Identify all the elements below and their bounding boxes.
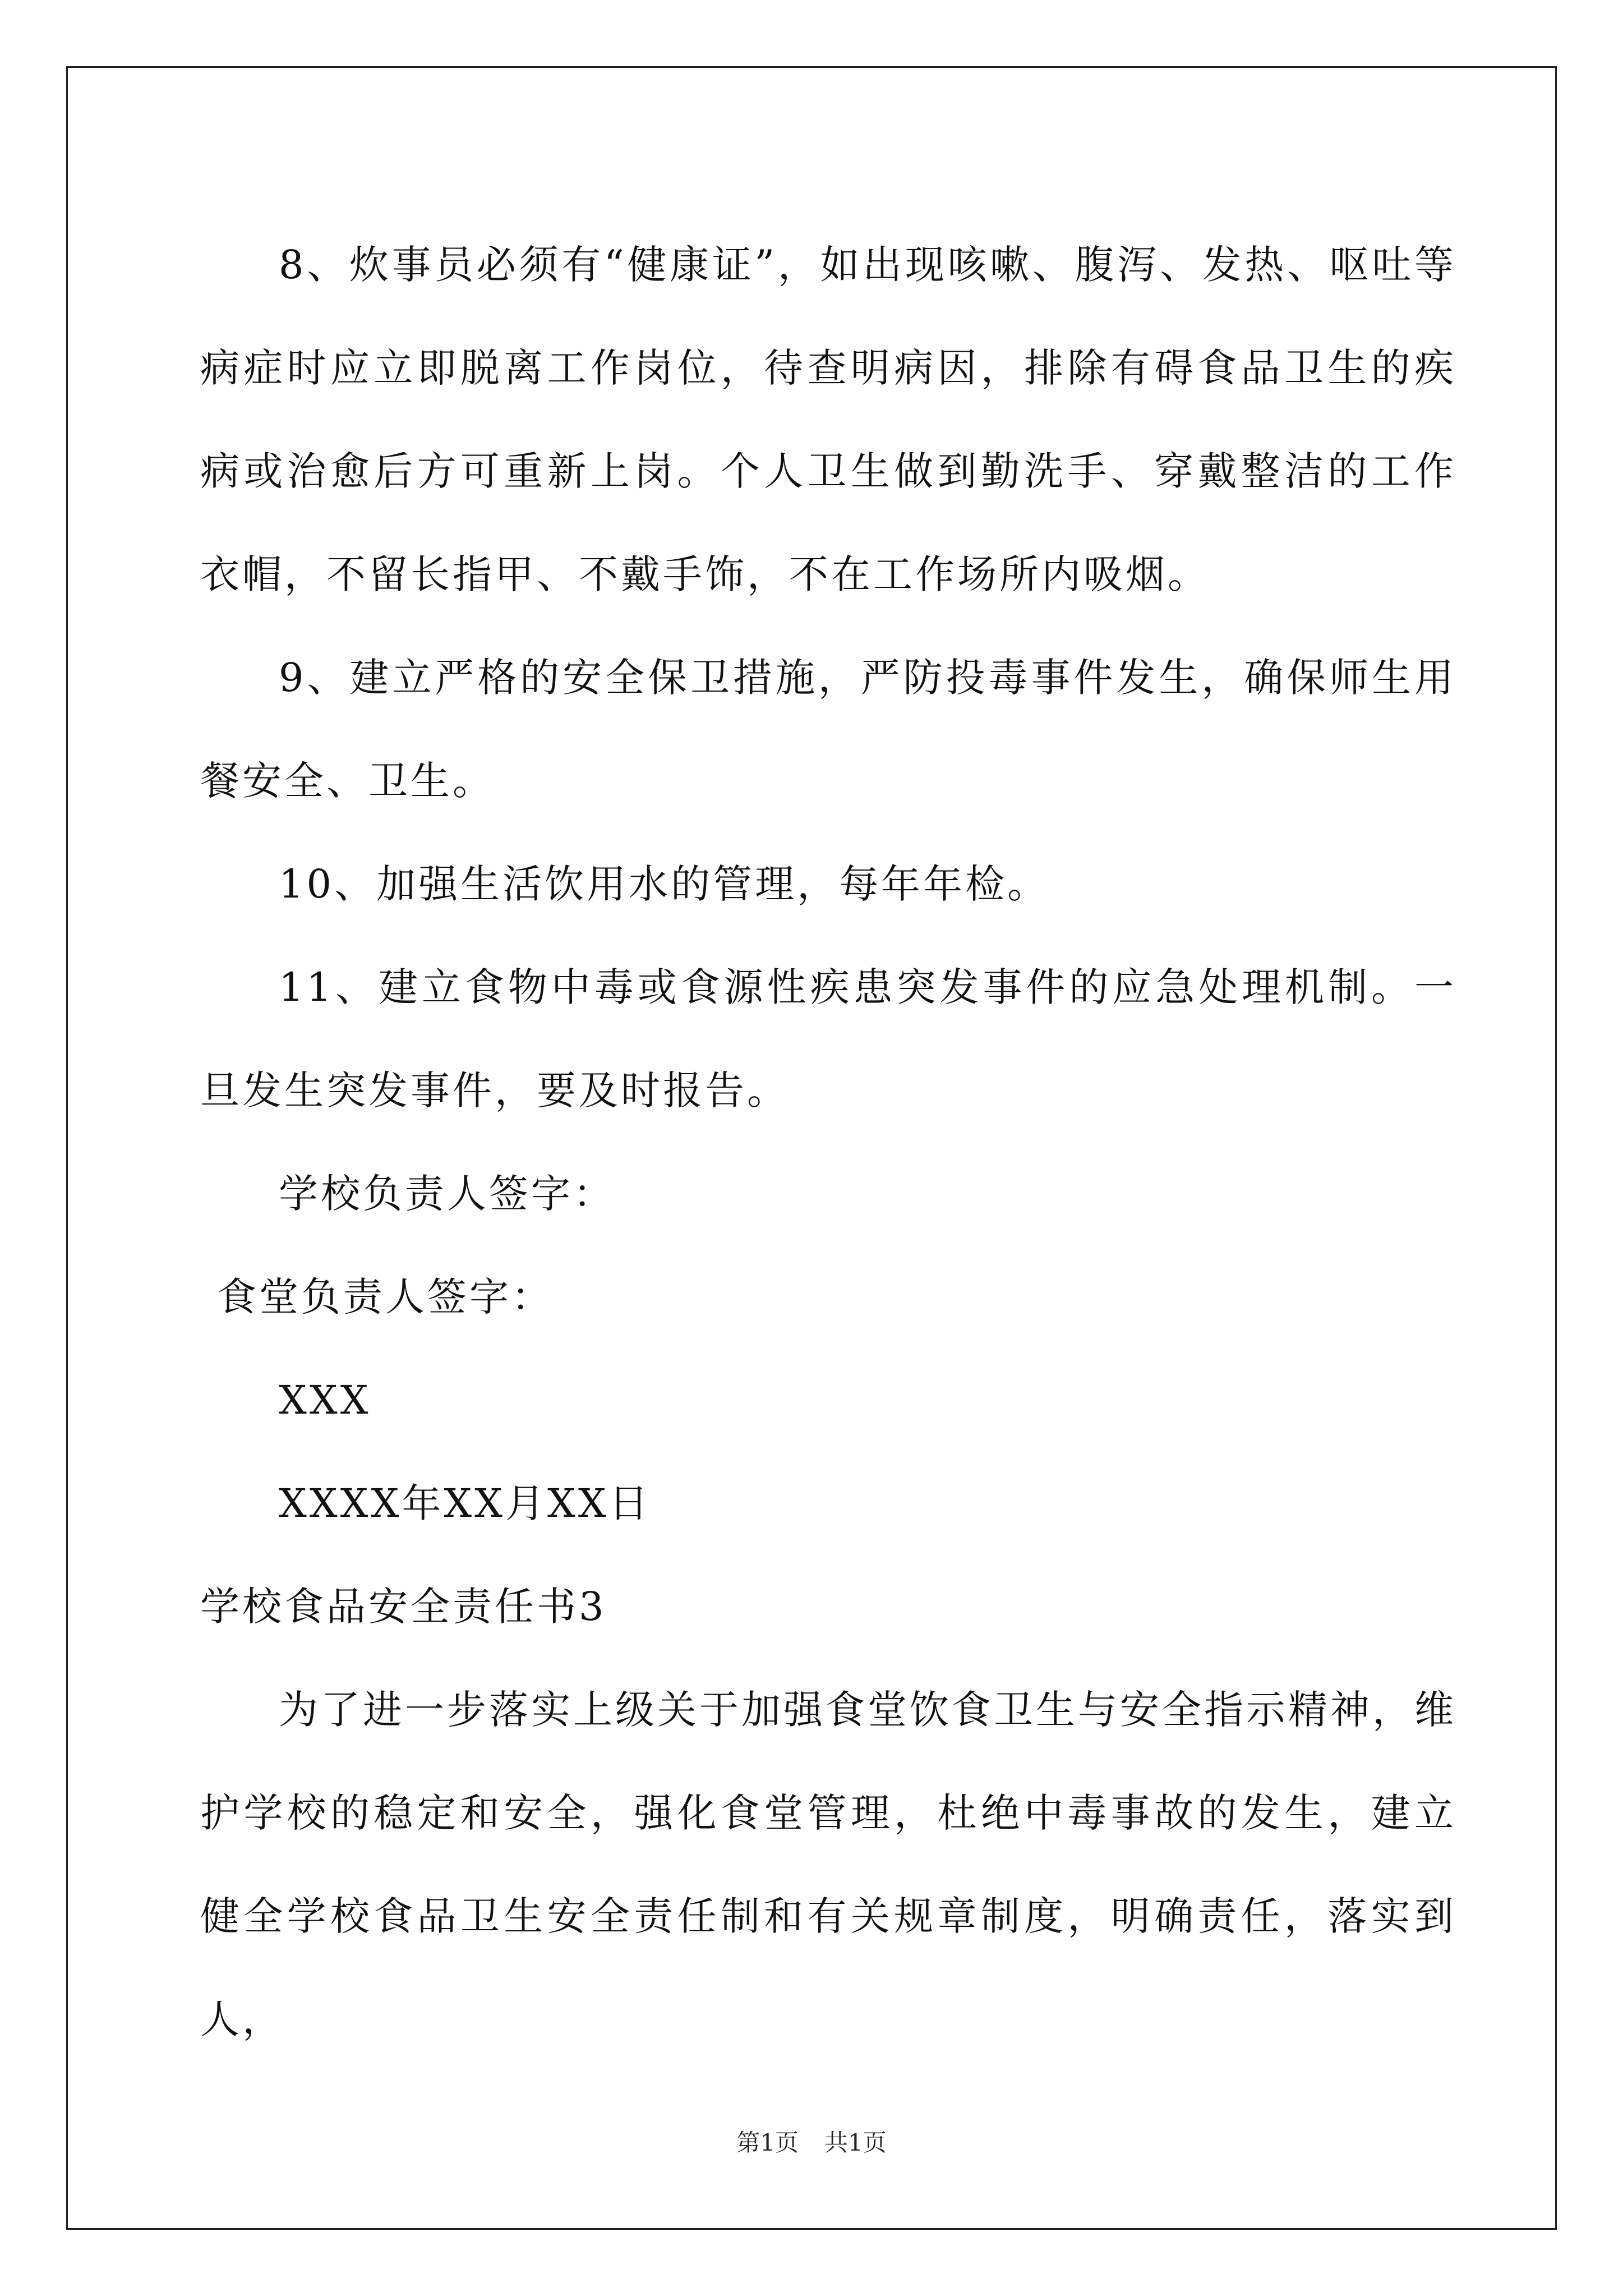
document-body (200, 213, 1456, 2071)
section-title: 学校食品安全责任书3 (200, 1584, 607, 1630)
canteen-signature-line: 食堂负责人签字： (217, 1274, 554, 1320)
signatory-name: XXX (279, 1377, 371, 1423)
paragraph-item-8: 8、炊事员必须有“健康证”，如出现咳嗽、腹泻、发热、呕吐等病症时应立即脱离工作岗位，待查明病因，排除有碍食品卫生的疾病或治愈后方可重新上岗。个人卫生做到勤洗手、穿戴整洁的工作衣帽，不留长指甲、不戴手饰，不在工作场所内吸烟。 (200, 242, 1456, 597)
page-total: 共1页 (824, 2129, 887, 2156)
school-signature-line: 学校负责人签字： (279, 1171, 615, 1217)
paragraph-item-10: 10、加强生活饮用水的管理，每年年检。 (279, 861, 1050, 907)
page-footer (0, 2126, 1623, 2160)
paragraph-item-11: 11、建立食物中毒或食源性疾患突发事件的应急处理机制。一旦发生突发事件，要及时报告。 (200, 964, 1456, 1114)
intro-paragraph: 为了进一步落实上级关于加强食堂饮食卫生与安全指示精神，维护学校的稳定和安全，强化食堂管理，杜绝中毒事故的发生，建立健全学校食品卫生安全责任制和有关规章制度，明确责任，落实到人， (200, 1687, 1456, 2042)
paragraph-item-9: 9、建立严格的安全保卫措施，严防投毒事件发生，确保师生用餐安全、卫生。 (200, 655, 1456, 804)
signature-date: XXXX年XX月XX日 (279, 1480, 651, 1526)
page-number: 第1页 (736, 2129, 799, 2156)
